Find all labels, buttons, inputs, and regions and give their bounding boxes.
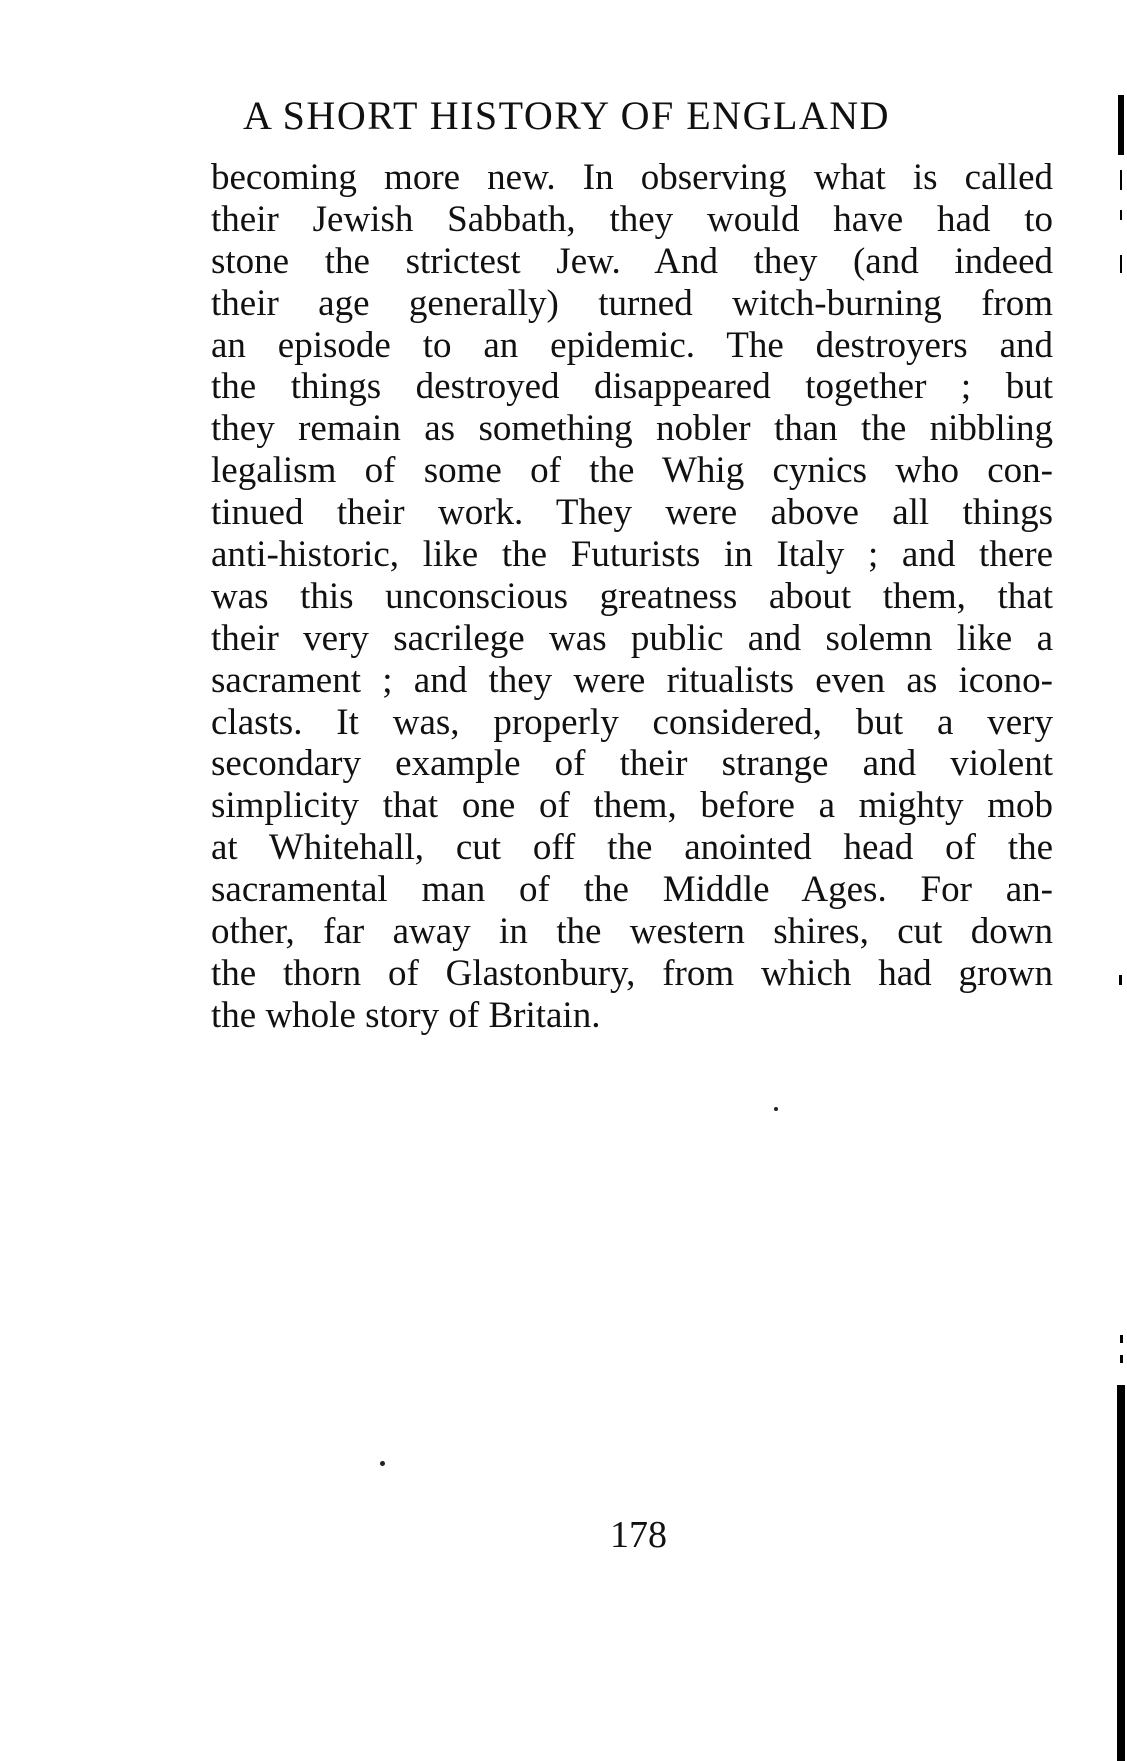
text-line: an episode to an epidemic. The destroyers and	[211, 324, 1053, 366]
text-line: becoming more new. In observing what is called	[211, 157, 1053, 198]
text-line: clasts. It was, properly considered, but a very	[211, 701, 1053, 743]
scan-edge-shadow	[1120, 210, 1122, 220]
text-line: they remain as something nobler than the nibbling	[211, 408, 1053, 450]
page-number: 178	[610, 1514, 667, 1556]
text-line: anti-historic, like the Futurists in Italy ; and there	[211, 534, 1053, 576]
text-line: sacrament ; and they were ritualists even as icono-	[211, 659, 1053, 701]
text-line: at Whitehall, cut off the anointed head of the	[211, 827, 1053, 869]
text-line: the whole story of Britain.	[211, 994, 601, 1036]
text-line: was this unconscious greatness about them, that	[211, 575, 1053, 617]
text-line: the things destroyed disappeared together ; but	[211, 366, 1053, 408]
text-line: tinued their work. They were above all things	[211, 492, 1053, 534]
text-line: the thorn of Glastonbury, from which had grown	[211, 952, 1053, 994]
scan-speck	[380, 1461, 385, 1466]
text-line: their Jewish Sabbath, they would have had to	[211, 198, 1053, 240]
body-text	[211, 157, 1053, 1037]
scan-edge-shadow	[1119, 975, 1122, 985]
scan-edge-shadow	[1118, 95, 1124, 155]
scan-edge-shadow	[1120, 170, 1122, 190]
text-line: their age generally) turned witch-burning from	[211, 282, 1053, 324]
scan-edge-shadow	[1117, 1385, 1125, 1761]
scan-speck	[774, 1107, 778, 1111]
text-line: legalism of some of the Whig cynics who con-	[211, 450, 1053, 492]
scan-edge-shadow	[1120, 1335, 1123, 1343]
text-line: simplicity that one of them, before a mighty mob	[211, 785, 1053, 827]
running-head: A SHORT HISTORY OF ENGLAND	[243, 93, 891, 138]
text-line: sacramental man of the Middle Ages. For an-	[211, 869, 1053, 911]
text-line: other, far away in the western shires, cut down	[211, 911, 1053, 953]
text-line: secondary example of their strange and violent	[211, 743, 1053, 785]
scan-edge-shadow	[1120, 255, 1122, 273]
text-line: stone the strictest Jew. And they (and indeed	[211, 240, 1053, 282]
scan-edge-shadow	[1120, 1355, 1123, 1363]
text-line: their very sacrilege was public and solemn like a	[211, 617, 1053, 659]
